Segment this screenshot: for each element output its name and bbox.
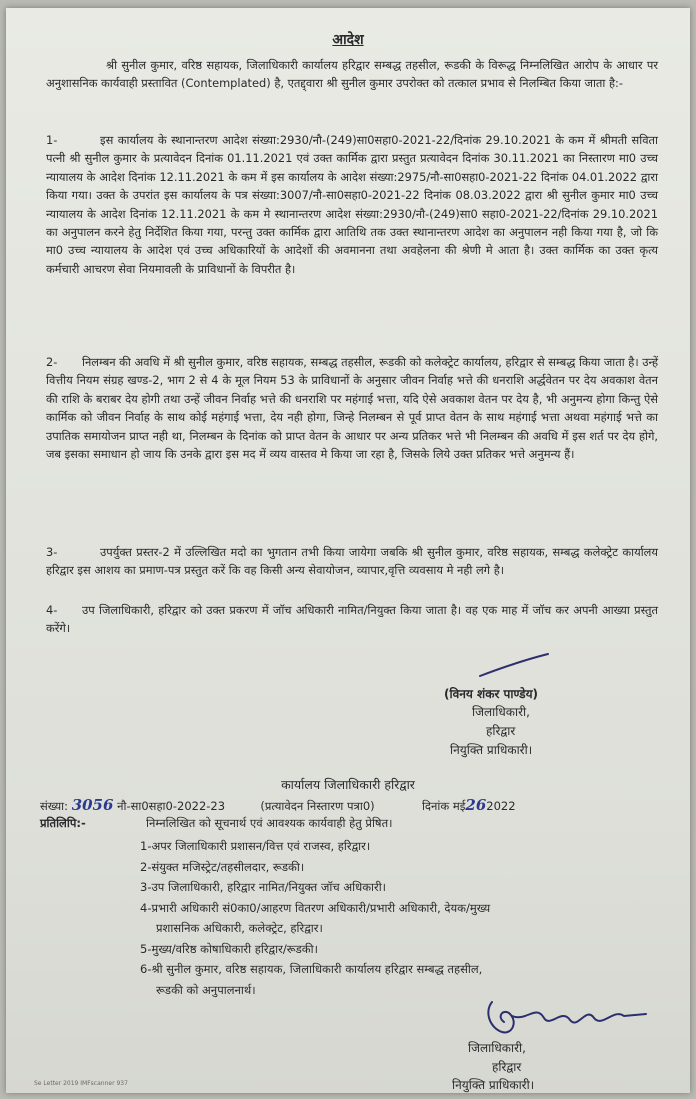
copy-item-continuation: रूडकी को अनुपालनार्थ। — [156, 982, 256, 997]
point-text: उपर्युक्त प्रस्तर-2 में उल्लिखित मदो का भुगतान तभी किया जायेगा जबकि श्री सुनील कुमार, वरिष्ठ सहायक, सम्बद्ध कलेक्ट्रेट कार्यालय हरिद्वार इस आशय का प्रमाण-पत्र प्रस्तुत करें कि वह किसी अन्य सेवायोजन, व्यापार,वृत्ति व्यवसाय मे नही लगे है। — [46, 545, 658, 578]
copy-item: 4-प्रभारी अधिकारी सं0का0/आहरण वितरण अधिकारी/प्रभारी अधिकारी, देयक/मुख्य — [140, 900, 491, 915]
ref-number-handwritten: 3056 — [71, 796, 114, 814]
point-text: उप जिलाधिकारी, हरिद्वार को उक्त प्रकरण में जॉच अधिकारी नामित/नियुक्त किया जाता है। वह एक माह में जॉच कर अपनी आख्या प्रस्तुत करेंगे। — [46, 603, 658, 636]
copy-intro: निम्नलिखित को सूचनार्थ एवं आवश्यक कार्यवाही हेतु प्रेषित। — [146, 816, 393, 830]
point-number: 3- — [46, 545, 58, 559]
point-text: निलम्बन की अवधि में श्री सुनील कुमार, वरिष्ठ सहायक, सम्बद्ध तहसील, रूडकी को कलेक्ट्रेट कार्यालय, हरिद्वार से सम्बद्ध किया जाता है। उन्हें वित्तीय नियम संग्रह खण्ड-2, भाग 2 से 4 के मूल नियम 53 के प्राविधानों के अनुसार जीवन निर्वाह भत्ते की धनराशि अर्द्धवेतन पर देय अवकाश वेतन की राशि के बराबर देय होगी तथा उन्हें जीवन निर्वाह भत्ते की धनराशि पर महंगाई भत्ता, यदि ऐसे अवकाश वेतन पर देय है, भी अनुमन्य होगा किन्तु ऐसे कार्मिक को जीवन निर्वाह के साथ कोई महंगाई भत्ता, देय नही होगा, जिन्हे निलम्बन से पूर्व प्राप्त वेतन के साथ महंगाई भत्ता अथवा महंगाई भत्ते का उपातिक समायोजन प्राप्त नही था, निलम्बन के दिनांक को प्राप्त वेतन के आधार पर अन्य प्रतिकर भत्ते भी निलम्बन की अवधि में इस शर्त पर देय होगे, जब इसका समाधान हो जाय कि उनके द्वारा इस मद में व्यय वास्तव मे किया जा रहा है, जिसके लिये उक्त प्रतिकर भत्ते अनुमन्य हैं। — [46, 355, 658, 462]
copy-item: 2-संयुक्त मजिस्ट्रेट/तहसीलदार, रूडकी। — [140, 859, 305, 874]
signature-stroke-1 — [476, 652, 552, 680]
ref-year: 2022 — [486, 799, 516, 813]
signature-2 — [482, 992, 652, 1040]
copy-item: 1-अपर जिलाधिकारी प्रशासन/वित्त एवं राजस्व, हरिद्वार। — [140, 839, 371, 853]
signatory-2-place: हरिद्वार — [492, 1060, 522, 1074]
copy-item: 3-उप जिलाधिकारी, हरिद्वार नामित/नियुक्त जॉच अधिकारी। — [140, 880, 387, 894]
point-2 — [46, 353, 658, 463]
point-1 — [46, 131, 658, 278]
document-page — [6, 8, 690, 1093]
signatory-1-place: हरिद्वार — [486, 724, 516, 738]
point-text: इस कार्यालय के स्थानान्तरण आदेश संख्या:2930/नौ-(249)सा0सहा0-2021-22/दिनांक 29.10.2021 के कम में श्रीमती सविता पत्नी श्री सुनील कुमार के प्रत्यावेदन दिनांक 01.11.2021 एवं उक्त कार्मिक द्वारा प्रस्तुत प्रत्यावेदन दिनांक 30.11.2021 का निस्तारण मा0 उच्च न्यायालय के आदेश दिनांक 12.11.2021 के कम में इस कार्यालय के आदेश संख्या:2975/नौ-सा0सहा0-2021-22 दिनांक 04.01.2022 द्वारा किया गया। उक्त के उपरांत इस कार्यालय के पत्र संख्या:3007/नौ-सा0सहा0-2021-22 दिनांक 08.03.2022 द्वारा श्री सुनील कुमार मा0 उच्च न्यायालय के आदेश दिनांक 12.11.2021 के कम मे स्थानान्तरण आदेश संख्या:2930/नौ-(249)सा0 सहा0-2021-22/दिनांक 29.10.2021 का अनुपालन करने हेतु निर्देशित किया गया, परन्तु उक्त कार्मिक द्वारा आतिथि तक उक्त स्थानान्तरण आदेश का अनुपालन नही किया गया है, जो कि मा0 उच्च न्यायालय के आदेश एवं उच्च अधिकारियों के आदेशों की अवमानना तथा अवहेलना की श्रेणी मे आता है। उक्त कार्मिक का उक्त कृत्य कर्मचारी आचरण सेवा नियमावली के प्राविधानों के विपरीत है। — [46, 133, 658, 276]
point-4 — [46, 601, 658, 638]
copy-item: 5-मुख्य/वरिष्ठ कोषाधिकारी हरिद्वार/रूडकी। — [140, 941, 318, 956]
signatory-1-designation: जिलाधिकारी, — [472, 705, 530, 719]
ref-subject: (प्रत्यावेदन निस्तारण पत्रा0) — [260, 799, 375, 813]
signatory-1-name: (विनय शंकर पाण्डेय) — [444, 687, 539, 701]
intro-paragraph: श्री सुनील कुमार, वरिष्ठ सहायक, जिलाधिकारी कार्यालय हरिद्वार सम्बद्ध तहसील, रूडकी के विरूद्ध निम्नलिखित आरोप के आधार पर अनुशासनिक कार्यवाही प्रस्तावित (Contemplated) है, एतद्द्वारा श्री सुनील कुमार उपरोक्त को तत्काल प्रभाव से निलम्बित किया जाता है:- — [46, 58, 658, 91]
ref-date-label: दिनांक मई — [421, 799, 466, 813]
ref-date-handwritten: 26 — [465, 796, 487, 814]
ref-label: संख्या: — [40, 799, 69, 813]
copy-label: प्रतिलिपि:- — [40, 816, 86, 830]
signatory-2-authority: नियुक्ति प्राधिकारी। — [452, 1078, 535, 1092]
copy-item: 6-श्री सुनील कुमार, वरिष्ठ सहायक, जिलाधिकारी कार्यालय हरिद्वार सम्बद्ध तहसील, — [140, 962, 483, 976]
copy-item-continuation: प्रशासनिक अधिकारी, कलेक्ट्रेट, हरिद्वार। — [156, 921, 323, 935]
point-number: 4- — [46, 603, 58, 617]
point-3 — [46, 543, 658, 580]
signatory-2-designation: जिलाधिकारी, — [468, 1041, 526, 1055]
point-number: 2- — [46, 355, 58, 369]
office-heading: कार्यालय जिलाधिकारी हरिद्वार — [281, 777, 415, 792]
order-title: आदेश — [332, 32, 364, 48]
footer-note: Se Letter 2019 IMFscanner 937 — [34, 1080, 128, 1087]
reference-row — [40, 796, 660, 814]
point-number: 1- — [46, 133, 58, 147]
signatory-1-authority: नियुक्ति प्राधिकारी। — [450, 743, 533, 757]
ref-number-rest: नौ-सा0सहा0-2022-23 — [117, 799, 226, 813]
copy-list — [140, 836, 670, 1000]
